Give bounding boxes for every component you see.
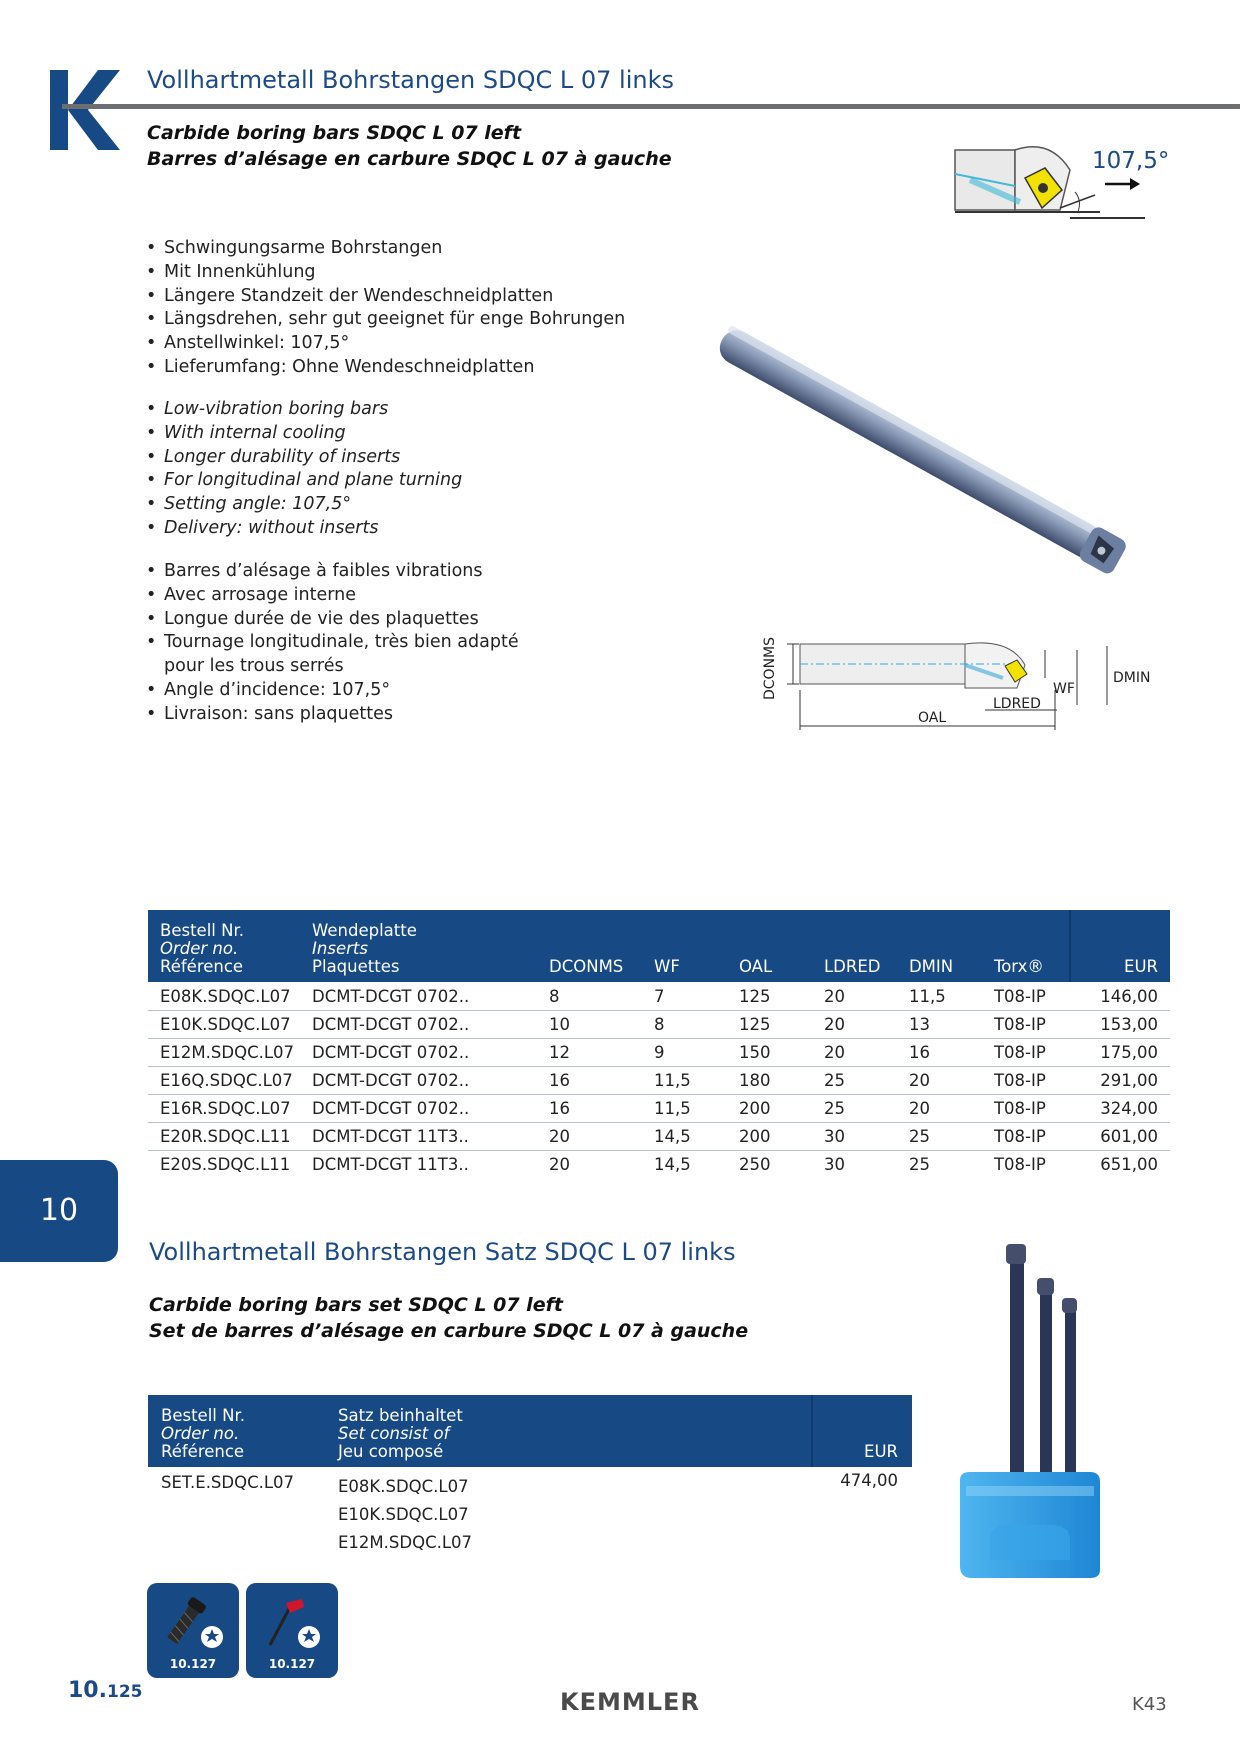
oal: 200	[727, 1094, 812, 1122]
price: 291,00	[1070, 1066, 1170, 1094]
ldred: 25	[812, 1066, 897, 1094]
insert: DCMT-DCGT 0702..	[300, 1010, 537, 1038]
dconms-label: DCONMS	[762, 636, 778, 700]
table-row	[148, 1150, 1170, 1178]
col-dmin-header: DMIN	[897, 910, 982, 982]
dconms: 8	[537, 982, 642, 1010]
feature-item: • Mit Innenkühlung	[146, 261, 625, 285]
boring-bar-set-image	[950, 1240, 1130, 1590]
dmin-label: DMIN	[1113, 670, 1151, 686]
ldred: 25	[812, 1094, 897, 1122]
feature-item: • Setting angle: 107,5°	[146, 493, 462, 517]
feature-item: • With internal cooling	[146, 422, 462, 446]
torx: T08-IP	[982, 1066, 1070, 1094]
oal: 125	[727, 982, 812, 1010]
features-en-list	[146, 398, 462, 541]
wf: 7	[642, 982, 727, 1010]
insert: DCMT-DCGT 0702..	[300, 1094, 537, 1122]
oal: 180	[727, 1066, 812, 1094]
feature-item: • Delivery: without inserts	[146, 517, 462, 541]
dconms: 20	[537, 1122, 642, 1150]
table-row	[148, 1038, 1170, 1066]
dconms: 16	[537, 1066, 642, 1094]
price: 146,00	[1070, 982, 1170, 1010]
wf: 14,5	[654, 1155, 691, 1175]
ldred-label: LDRED	[993, 696, 1041, 712]
set-table	[148, 1395, 912, 1559]
wf: 14,5	[642, 1122, 727, 1150]
setting-angle-label: 107,5°	[1092, 148, 1170, 174]
kemmler-logo-icon	[50, 70, 120, 150]
wf: 8	[642, 1010, 727, 1038]
brand-logo: KEMMLER	[560, 1688, 700, 1716]
dconms: 12	[537, 1038, 642, 1066]
insert: DCMT-DCGT 0702..	[300, 982, 537, 1010]
torx: T08-IP	[982, 1038, 1070, 1066]
ldred: 20	[812, 1038, 897, 1066]
wf-label: WF	[1053, 681, 1075, 697]
table-row	[148, 1010, 1170, 1038]
set-subtitle-fr: Set de barres d’alésage en carbure SDQC L 07 à gauche	[149, 1320, 749, 1342]
torx: T08-IP	[982, 982, 1070, 1010]
feature-item: • For longitudinal and plane turning	[146, 469, 462, 493]
torx: T08-IP	[982, 1122, 1070, 1150]
set-price: 474,00	[840, 1471, 898, 1490]
col-wf-header: WF	[642, 910, 727, 982]
chapter-tab[interactable]: 10	[0, 1160, 118, 1262]
feature-item: • Lieferumfang: Ohne Wendeschneidplatten	[146, 356, 625, 380]
table-header-row	[148, 1395, 912, 1467]
ldred: 30	[823, 1155, 845, 1175]
feature-item: • Tournage longitudinale, très bien adapté	[146, 631, 519, 655]
features-fr-list	[146, 560, 519, 727]
insert: DCMT-DCGT 11T3..	[300, 1122, 537, 1150]
dimension-drawing	[755, 630, 1175, 735]
page-subtitle	[147, 120, 672, 172]
subtitle-fr: Barres d’alésage en carbure SDQC L 07 à gauche	[147, 148, 672, 170]
wf: 9	[642, 1038, 727, 1066]
feature-item: • Anstellwinkel: 107,5°	[146, 332, 625, 356]
accessory-key-tile[interactable]	[246, 1583, 338, 1678]
set-subtitle-en: Carbide boring bars set SDQC L 07 left	[149, 1294, 563, 1316]
col-order-header: Bestell Nr. Order no. Référence	[148, 1395, 325, 1467]
feature-item: • Longer durability of inserts	[146, 446, 462, 470]
col-ldred-header: LDRED	[812, 910, 897, 982]
page-ref: K43	[1132, 1694, 1167, 1715]
subtitle-en: Carbide boring bars SDQC L 07 left	[147, 122, 522, 144]
page-title: Vollhartmetall Bohrstangen SDQC L 07 links	[147, 66, 675, 94]
header-rule	[62, 104, 1240, 109]
price: 175,00	[1070, 1038, 1170, 1066]
product-table	[148, 910, 1170, 1178]
boring-bar-image	[710, 318, 1190, 588]
dmin: 25	[908, 1155, 930, 1175]
torx: T08-IP	[982, 1094, 1070, 1122]
set-subtitle	[149, 1292, 748, 1344]
accessory-ref: 10.127	[169, 1657, 217, 1671]
order-no: E08K.SDQC.L07	[148, 982, 300, 1010]
col-eur-header: EUR	[812, 1395, 912, 1467]
price: 651,00	[1100, 1155, 1158, 1175]
set-item: E10K.SDQC.L07	[338, 1505, 469, 1524]
oal: 250	[738, 1155, 771, 1175]
feature-item: • Barres d’alésage à faibles vibrations	[146, 560, 519, 584]
set-title: Vollhartmetall Bohrstangen Satz SDQC L 07 links	[149, 1238, 736, 1266]
feature-item: • Längere Standzeit der Wendeschneidplatten	[146, 285, 625, 309]
wf: 11,5	[642, 1066, 727, 1094]
wf: 11,5	[642, 1094, 727, 1122]
feature-item: • Angle d’incidence: 107,5°	[146, 679, 519, 703]
ldred: 20	[812, 982, 897, 1010]
page-number: 10.125	[68, 1678, 143, 1703]
table-header-row	[148, 910, 1170, 982]
order-no: E20S.SDQC.L11	[160, 1155, 291, 1175]
table-row	[148, 1122, 1170, 1150]
feature-item: • Low-vibration boring bars	[146, 398, 462, 422]
dmin: 25	[897, 1122, 982, 1150]
set-contents	[325, 1467, 812, 1559]
dmin: 20	[897, 1094, 982, 1122]
order-no: E20R.SDQC.L11	[148, 1122, 300, 1150]
order-no: E16R.SDQC.L07	[148, 1094, 300, 1122]
torx: T08-IP	[982, 1010, 1070, 1038]
price: 601,00	[1070, 1122, 1170, 1150]
feature-item: • Längsdrehen, sehr gut geeignet für enge Bohrungen	[146, 308, 625, 332]
set-order-no: SET.E.SDQC.L07	[161, 1473, 295, 1492]
col-insert-header: Wendeplatte Inserts Plaquettes	[300, 910, 537, 982]
ldred: 20	[812, 1010, 897, 1038]
torx: T08-IP	[993, 1155, 1046, 1175]
table-row	[148, 1467, 912, 1559]
col-order-header: Bestell Nr. Order no. Référence	[148, 910, 300, 982]
feature-item: • Schwingungsarme Bohrstangen	[146, 237, 625, 261]
col-torx-header: Torx®	[982, 910, 1070, 982]
table-row	[148, 1066, 1170, 1094]
feature-item: • Livraison: sans plaquettes	[146, 703, 519, 727]
feature-item-continuation: pour les trous serrés	[164, 656, 344, 677]
set-item: E08K.SDQC.L07	[338, 1477, 469, 1496]
insert: DCMT-DCGT 11T3..	[312, 1155, 469, 1175]
dmin: 13	[897, 1010, 982, 1038]
col-eur-header: EUR	[1070, 910, 1170, 982]
price: 153,00	[1070, 1010, 1170, 1038]
feature-item: • Longue durée de vie des plaquettes	[146, 608, 519, 632]
price: 324,00	[1070, 1094, 1170, 1122]
oal: 150	[727, 1038, 812, 1066]
oal: 200	[727, 1122, 812, 1150]
dconms: 20	[549, 1155, 571, 1175]
table-row	[148, 1094, 1170, 1122]
set-item: E12M.SDQC.L07	[338, 1533, 473, 1552]
order-no: E16Q.SDQC.L07	[148, 1066, 300, 1094]
accessory-ref: 10.127	[268, 1657, 316, 1671]
order-no: E12M.SDQC.L07	[148, 1038, 300, 1066]
table-row	[148, 982, 1170, 1010]
dmin: 11,5	[897, 982, 982, 1010]
oal: 125	[727, 1010, 812, 1038]
feature-item: • Avec arrosage interne	[146, 584, 519, 608]
accessory-screw-tile[interactable]	[147, 1583, 239, 1678]
col-contents-header: Satz beinhaltet Set consist of Jeu composé	[325, 1395, 812, 1467]
dconms: 16	[537, 1094, 642, 1122]
insert: DCMT-DCGT 0702..	[300, 1066, 537, 1094]
dmin: 20	[897, 1066, 982, 1094]
insert: DCMT-DCGT 0702..	[300, 1038, 537, 1066]
col-oal-header: OAL	[727, 910, 812, 982]
dmin: 16	[897, 1038, 982, 1066]
oal-label: OAL	[918, 710, 947, 726]
features-de-list	[146, 237, 625, 380]
dconms: 10	[537, 1010, 642, 1038]
col-dconms-header: DCONMS	[537, 910, 642, 982]
ldred: 30	[812, 1122, 897, 1150]
order-no: E10K.SDQC.L07	[148, 1010, 300, 1038]
